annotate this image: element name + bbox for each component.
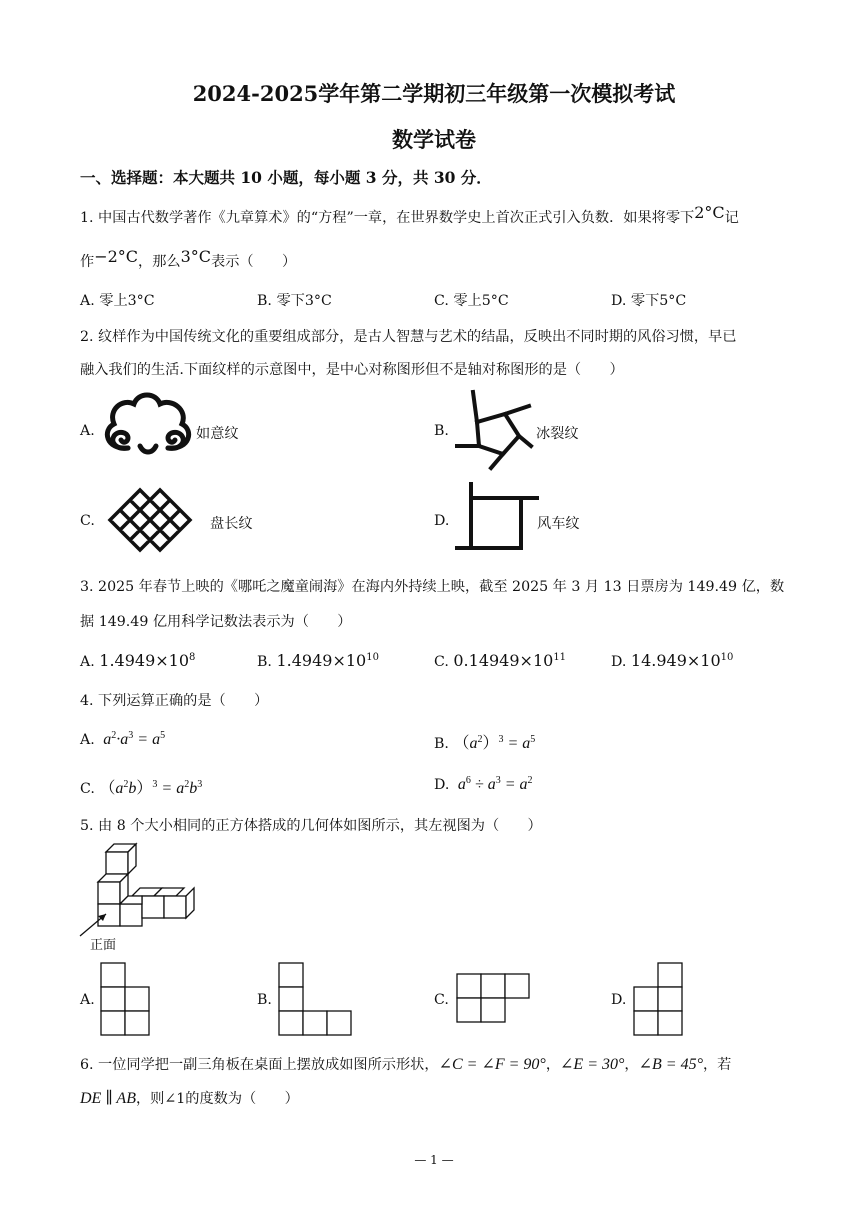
q2-option-d-name: 风车纹	[537, 516, 580, 532]
q3-option-d[interactable]	[611, 651, 733, 670]
q3-option-d-letter: D.	[611, 654, 627, 670]
q3-option-b-base: 1.4949×10	[276, 651, 367, 670]
q4-option-d[interactable]	[434, 775, 532, 794]
q2-line2: 融入我们的生活.下面纹样的示意图中，是中心对称图形但不是轴对称图形的是（ ）	[80, 362, 624, 378]
q1-record: 记	[724, 210, 739, 226]
q2-option-d-letter[interactable]: D.	[434, 513, 450, 529]
q3-option-b-letter: B.	[257, 654, 272, 670]
q6-line2	[80, 1088, 299, 1108]
q3-line1: 3. 2025 年春节上映的《哪吒之魔童闹海》在海内外持续上映，截至 2025 年 3 月 13 日票房为 149.49 亿，数	[80, 579, 785, 595]
q1-line1	[80, 203, 739, 227]
q6-ruo: ，若	[702, 1057, 732, 1073]
q4-option-a-letter: A.	[80, 732, 95, 748]
q5-option-d-view	[633, 962, 685, 1036]
ice-crack-pattern-figure	[455, 388, 535, 472]
q2-option-c-letter[interactable]: C.	[80, 513, 95, 529]
q6-parallel: DE ∥ AB	[80, 1090, 136, 1107]
q5-option-a-view	[100, 962, 152, 1036]
panchang-pattern-figure	[100, 484, 210, 554]
q3-option-c-letter: C.	[434, 654, 449, 670]
q3-option-b-exp: 10	[366, 652, 379, 663]
windmill-pattern-figure	[457, 482, 541, 550]
q2-option-a-name: 如意纹	[196, 426, 239, 442]
q1-value-3: 3°C	[180, 247, 212, 266]
q1-mid: ，那么	[138, 254, 181, 270]
q2-option-b-letter[interactable]: B.	[434, 423, 449, 439]
exam-subtitle: 数学试卷	[392, 127, 476, 152]
q1-line2	[80, 247, 297, 271]
q4-option-b[interactable]	[434, 730, 535, 753]
q4-option-b-letter: B.	[434, 736, 449, 752]
page-number: — 1 —	[414, 1153, 454, 1167]
q4-option-b-expr: $(a^2)^3 = a^5$	[453, 734, 536, 752]
q1-option-d[interactable]: D. 零下5°C	[611, 293, 687, 309]
q1-value-1: 2°C	[694, 203, 725, 222]
q1-option-c[interactable]: C. 零上5°C	[434, 293, 509, 309]
q6-ask: ，则∠1的度数为（ ）	[135, 1091, 299, 1107]
section-heading: 一、选择题：本大题共 10 小题，每小题 3 分，共 30 分．	[80, 168, 492, 187]
q4-option-a-expr: $a^2\cdot a^3 = a^5$	[99, 730, 166, 748]
q1-option-a[interactable]: A. 零上3°C	[80, 293, 155, 309]
q5-option-b-view	[278, 962, 354, 1036]
q4-option-d-letter: D.	[434, 777, 450, 793]
q3-option-a-letter: A.	[80, 654, 95, 670]
q6-condition-1: ∠C = ∠F = 90°	[438, 1056, 546, 1073]
q1-end: 表示（ ）	[211, 254, 297, 270]
q3-option-d-base: 14.949×10	[630, 651, 721, 670]
q5-option-c-view	[456, 973, 532, 1025]
q4-option-c[interactable]	[80, 775, 202, 798]
q3-option-d-exp: 10	[720, 652, 734, 663]
cube-solid-figure	[76, 840, 196, 940]
q3-option-a[interactable]	[80, 651, 195, 670]
q2-option-b-name: 冰裂纹	[536, 426, 579, 442]
q5-option-a-letter[interactable]: A.	[80, 992, 95, 1008]
q6-condition-2: ∠E = 30°	[560, 1056, 625, 1073]
q5-option-c-letter[interactable]: C.	[434, 992, 449, 1008]
q4-line1: 4. 下列运算正确的是（ ）	[80, 693, 269, 709]
q3-option-b[interactable]	[257, 651, 379, 670]
q2-option-a-letter[interactable]: A.	[80, 423, 95, 439]
q5-line1: 5. 由 8 个大小相同的正方体搭成的几何体如图所示，其左视图为（ ）	[80, 818, 542, 834]
q4-option-a[interactable]	[80, 730, 165, 749]
q4-option-c-expr: $(a^2b)^3 = a^2b^3$	[99, 779, 203, 797]
q1-value-2: −2°C	[94, 247, 139, 266]
ruyi-pattern-figure	[98, 388, 198, 474]
q2-line1: 2. 纹样作为中国传统文化的重要组成部分，是古人智慧与艺术的结晶，反映出不同时期的风俗习惯，早已	[80, 329, 737, 345]
q4-option-c-letter: C.	[80, 781, 95, 797]
q5-option-b-letter[interactable]: B.	[257, 992, 272, 1008]
q2-option-c-name: 盘长纹	[210, 516, 253, 532]
q5-option-d-letter[interactable]: D.	[611, 992, 627, 1008]
q6-text: 6. 一位同学把一副三角板在桌面上摆放成如图所示形状，	[80, 1057, 439, 1073]
q3-option-c[interactable]	[434, 651, 566, 670]
q1-text: 1. 中国古代数学著作《九章算术》的“方程”一章，在世界数学史上首次正式引入负数．如果将零下	[80, 210, 695, 226]
q3-option-a-base: 1.4949×10	[99, 651, 190, 670]
q3-option-c-exp: 11	[553, 652, 567, 663]
q6-condition-3: ∠B = 45°	[638, 1056, 703, 1073]
q1-option-b[interactable]: B. 零下3°C	[257, 293, 332, 309]
exam-title: 2024-2025学年第二学期初三年级第一次模拟考试	[192, 81, 676, 106]
q6-line1: 6. 一位同学把一副三角板在桌面上摆放成如图所示形状，∠C = ∠F = 90°，∠E = 30°，∠B = 45°，若	[80, 1056, 732, 1073]
q3-option-c-base: 0.14949×10	[453, 651, 554, 670]
q3-option-a-exp: 8	[189, 652, 196, 663]
front-view-label: 正面	[90, 938, 117, 953]
q3-line2: 据 149.49 亿用科学记数法表示为（ ）	[80, 614, 352, 630]
q4-option-d-expr: $a^6 \div a^3 = a^2$	[453, 775, 533, 793]
q1-zuo: 作	[80, 254, 95, 270]
